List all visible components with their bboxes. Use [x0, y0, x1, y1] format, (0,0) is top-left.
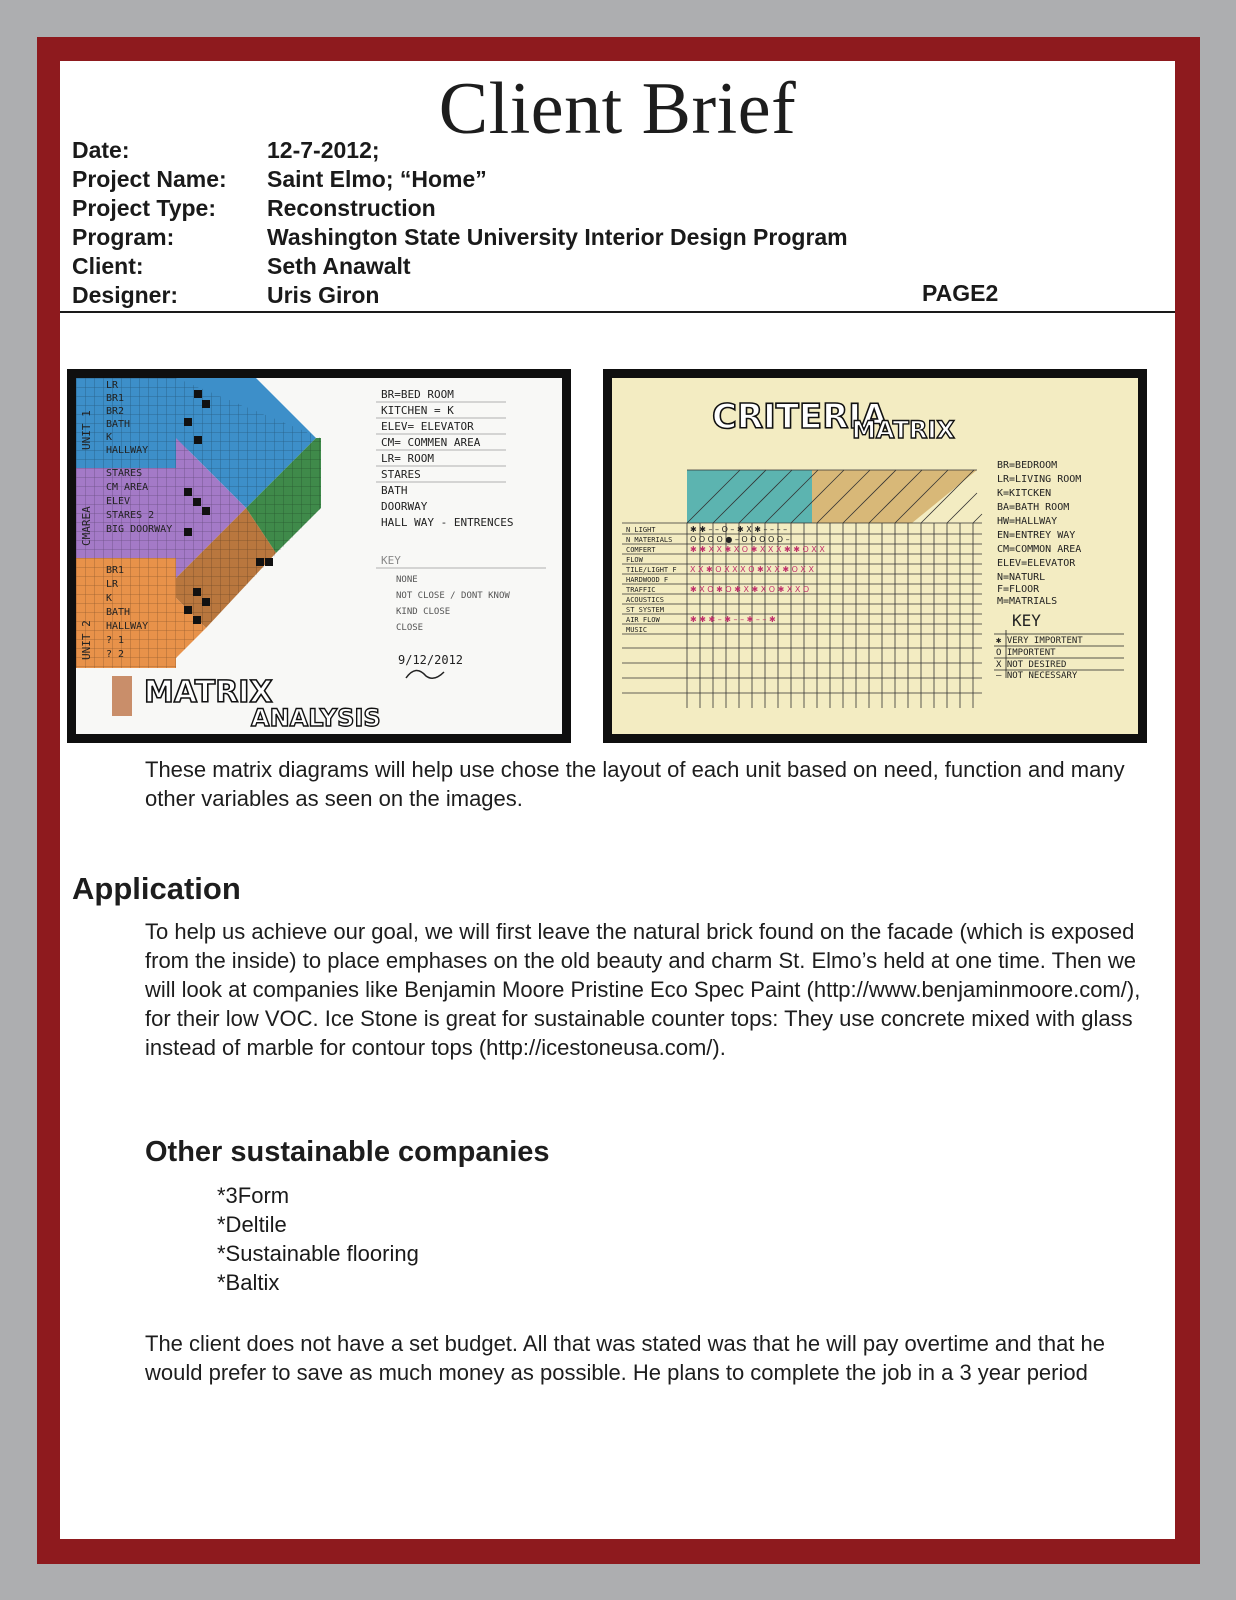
criteria-legend-item: F=FLOOR: [997, 584, 1040, 595]
criteria-key-item: O IMPORTENT: [996, 648, 1056, 658]
meta-label: Project Name:: [72, 166, 227, 192]
row-label: STARES: [106, 468, 143, 479]
meta-value: Reconstruction: [267, 195, 436, 221]
row-label: ELEV: [106, 496, 131, 507]
meta-value: 12-7-2012;: [267, 137, 380, 163]
criteria-legend-item: BA=BATH ROOM: [997, 502, 1070, 513]
criteria-legend-item: M=MATRIALS: [997, 596, 1058, 607]
page-number: PAGE2: [922, 280, 999, 306]
svg-text:✱ X O ✱ O ✱ X ✱ X O ✱ X X O: ✱ X O ✱ O ✱ X ✱ X O ✱ X X O: [690, 585, 810, 594]
legend-item: ELEV= ELEVATOR: [381, 420, 474, 433]
row-label: STARES 2: [106, 510, 155, 521]
key-item: CLOSE: [396, 623, 424, 633]
legend-item: STARES: [381, 468, 421, 481]
row-label: BR2: [106, 406, 125, 417]
criteria-title-1: CRITERIA: [712, 397, 888, 437]
legend-item: BATH: [381, 484, 408, 497]
list-item: *Baltix: [217, 1270, 280, 1295]
legend-item: KITCHEN = K: [381, 404, 454, 417]
header-divider: [60, 311, 1175, 313]
row-label: HALLWAY: [106, 445, 149, 456]
criteria-row: N LIGHT: [626, 526, 656, 534]
criteria-row: HARDWOOD F: [626, 576, 669, 584]
row-label: K: [106, 593, 113, 604]
page-title: Client Brief: [438, 68, 797, 150]
criteria-key-item: ✱ VERY IMPORTENT: [996, 636, 1083, 646]
application-heading: Application: [72, 871, 241, 906]
key-item: NONE: [396, 575, 418, 585]
row-label: BIG DOORWAY: [106, 524, 173, 535]
row-label: LR: [106, 380, 119, 391]
svg-text:O O O O ● – O O O O O –: O O O O ● – O O O O O –: [690, 535, 790, 544]
side-label-unit2: UNIT 2: [80, 620, 93, 660]
criteria-legend-item: HW=HALLWAY: [997, 516, 1058, 527]
signature-date: 9/12/2012: [398, 653, 464, 667]
criteria-key-item: – NOT NECESSARY: [996, 671, 1078, 681]
svg-text:✱ ✱ ✱ – ✱ – – ✱ – – ✱: ✱ ✱ ✱ – ✱ – – ✱ – – ✱: [690, 615, 776, 624]
svg-text:✱ ✱ X X ✱ X O ✱ X X X ✱ ✱ O X: ✱ ✱ X X ✱ X O ✱ X X X ✱ ✱ O X X: [690, 545, 825, 554]
row-label: K: [106, 432, 113, 443]
color-swatch: [112, 676, 132, 716]
criteria-legend-item: BR=BEDROOM: [997, 460, 1058, 471]
meta-value: Seth Anawalt: [267, 253, 411, 279]
row-label: CM AREA: [106, 482, 149, 493]
criteria-legend-item: N=NATURL: [997, 572, 1046, 583]
list-item: *Deltile: [217, 1212, 287, 1237]
legend-item: LR= ROOM: [381, 452, 434, 465]
key-item: NOT CLOSE / DONT KNOW: [396, 591, 510, 601]
criteria-legend-item: CM=COMMON AREA: [997, 544, 1082, 555]
meta-label: Project Type:: [72, 195, 216, 221]
row-label: BR1: [106, 393, 125, 404]
row-label: HALLWAY: [106, 621, 149, 632]
legend-item: DOORWAY: [381, 500, 428, 513]
meta-value: Uris Giron: [267, 282, 380, 308]
criteria-row: AIR FLOW: [626, 616, 660, 624]
criteria-legend-item: LR=LIVING ROOM: [997, 474, 1082, 485]
meta-value: Saint Elmo; “Home”: [267, 166, 487, 192]
side-label-cmarea: CMAREA: [80, 506, 93, 546]
side-label-unit1: UNIT 1: [80, 410, 93, 450]
key-title: KEY: [381, 554, 401, 567]
legend-item: HALL WAY - ENTRENCES: [381, 516, 514, 529]
other-companies-heading: Other sustainable companies: [145, 1136, 550, 1168]
row-label: BATH: [106, 607, 131, 618]
meta-value: Washington State University Interior Design Program: [267, 224, 848, 250]
criteria-row: TILE/LIGHT F: [626, 566, 677, 574]
criteria-row: MUSIC: [626, 626, 648, 634]
criteria-row: COMFERT: [626, 546, 656, 554]
document-page: [60, 61, 1175, 1539]
criteria-row: TRAFFIC: [626, 586, 656, 594]
criteria-key-item: X NOT DESIRED: [996, 660, 1067, 670]
meta-label: Program:: [72, 224, 175, 250]
legend-item: CM= COMMEN AREA: [381, 436, 481, 449]
budget-paragraph: The client does not have a set budget. All that was stated was that he will pay overtime and that he would prefer to save as much money as possible. He plans to complete the job in a 3 year period: [145, 1331, 1106, 1385]
key-item: KIND CLOSE: [396, 607, 451, 617]
row-label: LR: [106, 579, 119, 590]
row-label: ? 1: [106, 635, 125, 646]
meta-label: Designer:: [72, 282, 179, 308]
application-paragraph: To help us achieve our goal, we will first leave the natural brick found on the facade (which is exposed from the inside) to place emphases on the old beauty and charm St. Elmo’s held at one time. Then we will look at companies like Benjamin Moore Pristine Eco Spec Paint (http://www.benjaminmoore.com/), for their low VOC. Ice Stone is great for sustainable counter tops: They use concrete mixed with glass instead of marble for contour tops (http://icestoneusa.com/).: [145, 919, 1141, 1060]
row-label: BATH: [106, 419, 131, 430]
criteria-legend-item: EN=ENTREY WAY: [997, 530, 1076, 541]
criteria-key-title: KEY: [1012, 611, 1041, 630]
page-frame: [37, 37, 1200, 1564]
header-teal: [687, 470, 812, 523]
matrix-analysis-title-2: ANALYSIS: [251, 704, 381, 732]
criteria-row: N MATERIALS: [626, 536, 673, 544]
figure-caption: These matrix diagrams will help use chose the layout of each unit based on need, function and many other variables as seen on the images.: [145, 757, 1125, 811]
criteria-matrix-figure: [603, 369, 1147, 743]
matrix-analysis-figure: [67, 369, 571, 743]
meta-label: Date:: [72, 137, 130, 163]
svg-text:✱ ✱ – – O – ✱ X ✱ – – – –: ✱ ✱ – – O – ✱ X ✱ – – – –: [690, 525, 788, 534]
criteria-legend-item: ELEV=ELEVATOR: [997, 558, 1076, 569]
list-item: *Sustainable flooring: [217, 1241, 419, 1266]
criteria-row: ST SYSTEM: [626, 606, 664, 614]
meta-label: Client:: [72, 253, 144, 279]
legend-item: BR=BED ROOM: [381, 388, 454, 401]
list-item: *3Form: [217, 1183, 290, 1208]
row-label: ? 2: [106, 649, 125, 660]
criteria-matrix-drawing: [612, 378, 1138, 734]
row-label: BR1: [106, 565, 125, 576]
matrix-analysis-drawing: [76, 378, 562, 734]
criteria-legend-item: K=KITCKEN: [997, 488, 1052, 499]
criteria-row: FLOW: [626, 556, 643, 564]
companies-list: [217, 1181, 419, 1297]
criteria-row: ACOUSTICS: [626, 596, 664, 604]
matrix-analysis-title-1: MATRIX: [144, 675, 273, 710]
criteria-title-2: MATRIX: [852, 416, 955, 444]
svg-text:X X ✱ O X X X O ✱ X X ✱ O X X: X X ✱ O X X X O ✱ X X ✱ O X X: [690, 565, 814, 574]
